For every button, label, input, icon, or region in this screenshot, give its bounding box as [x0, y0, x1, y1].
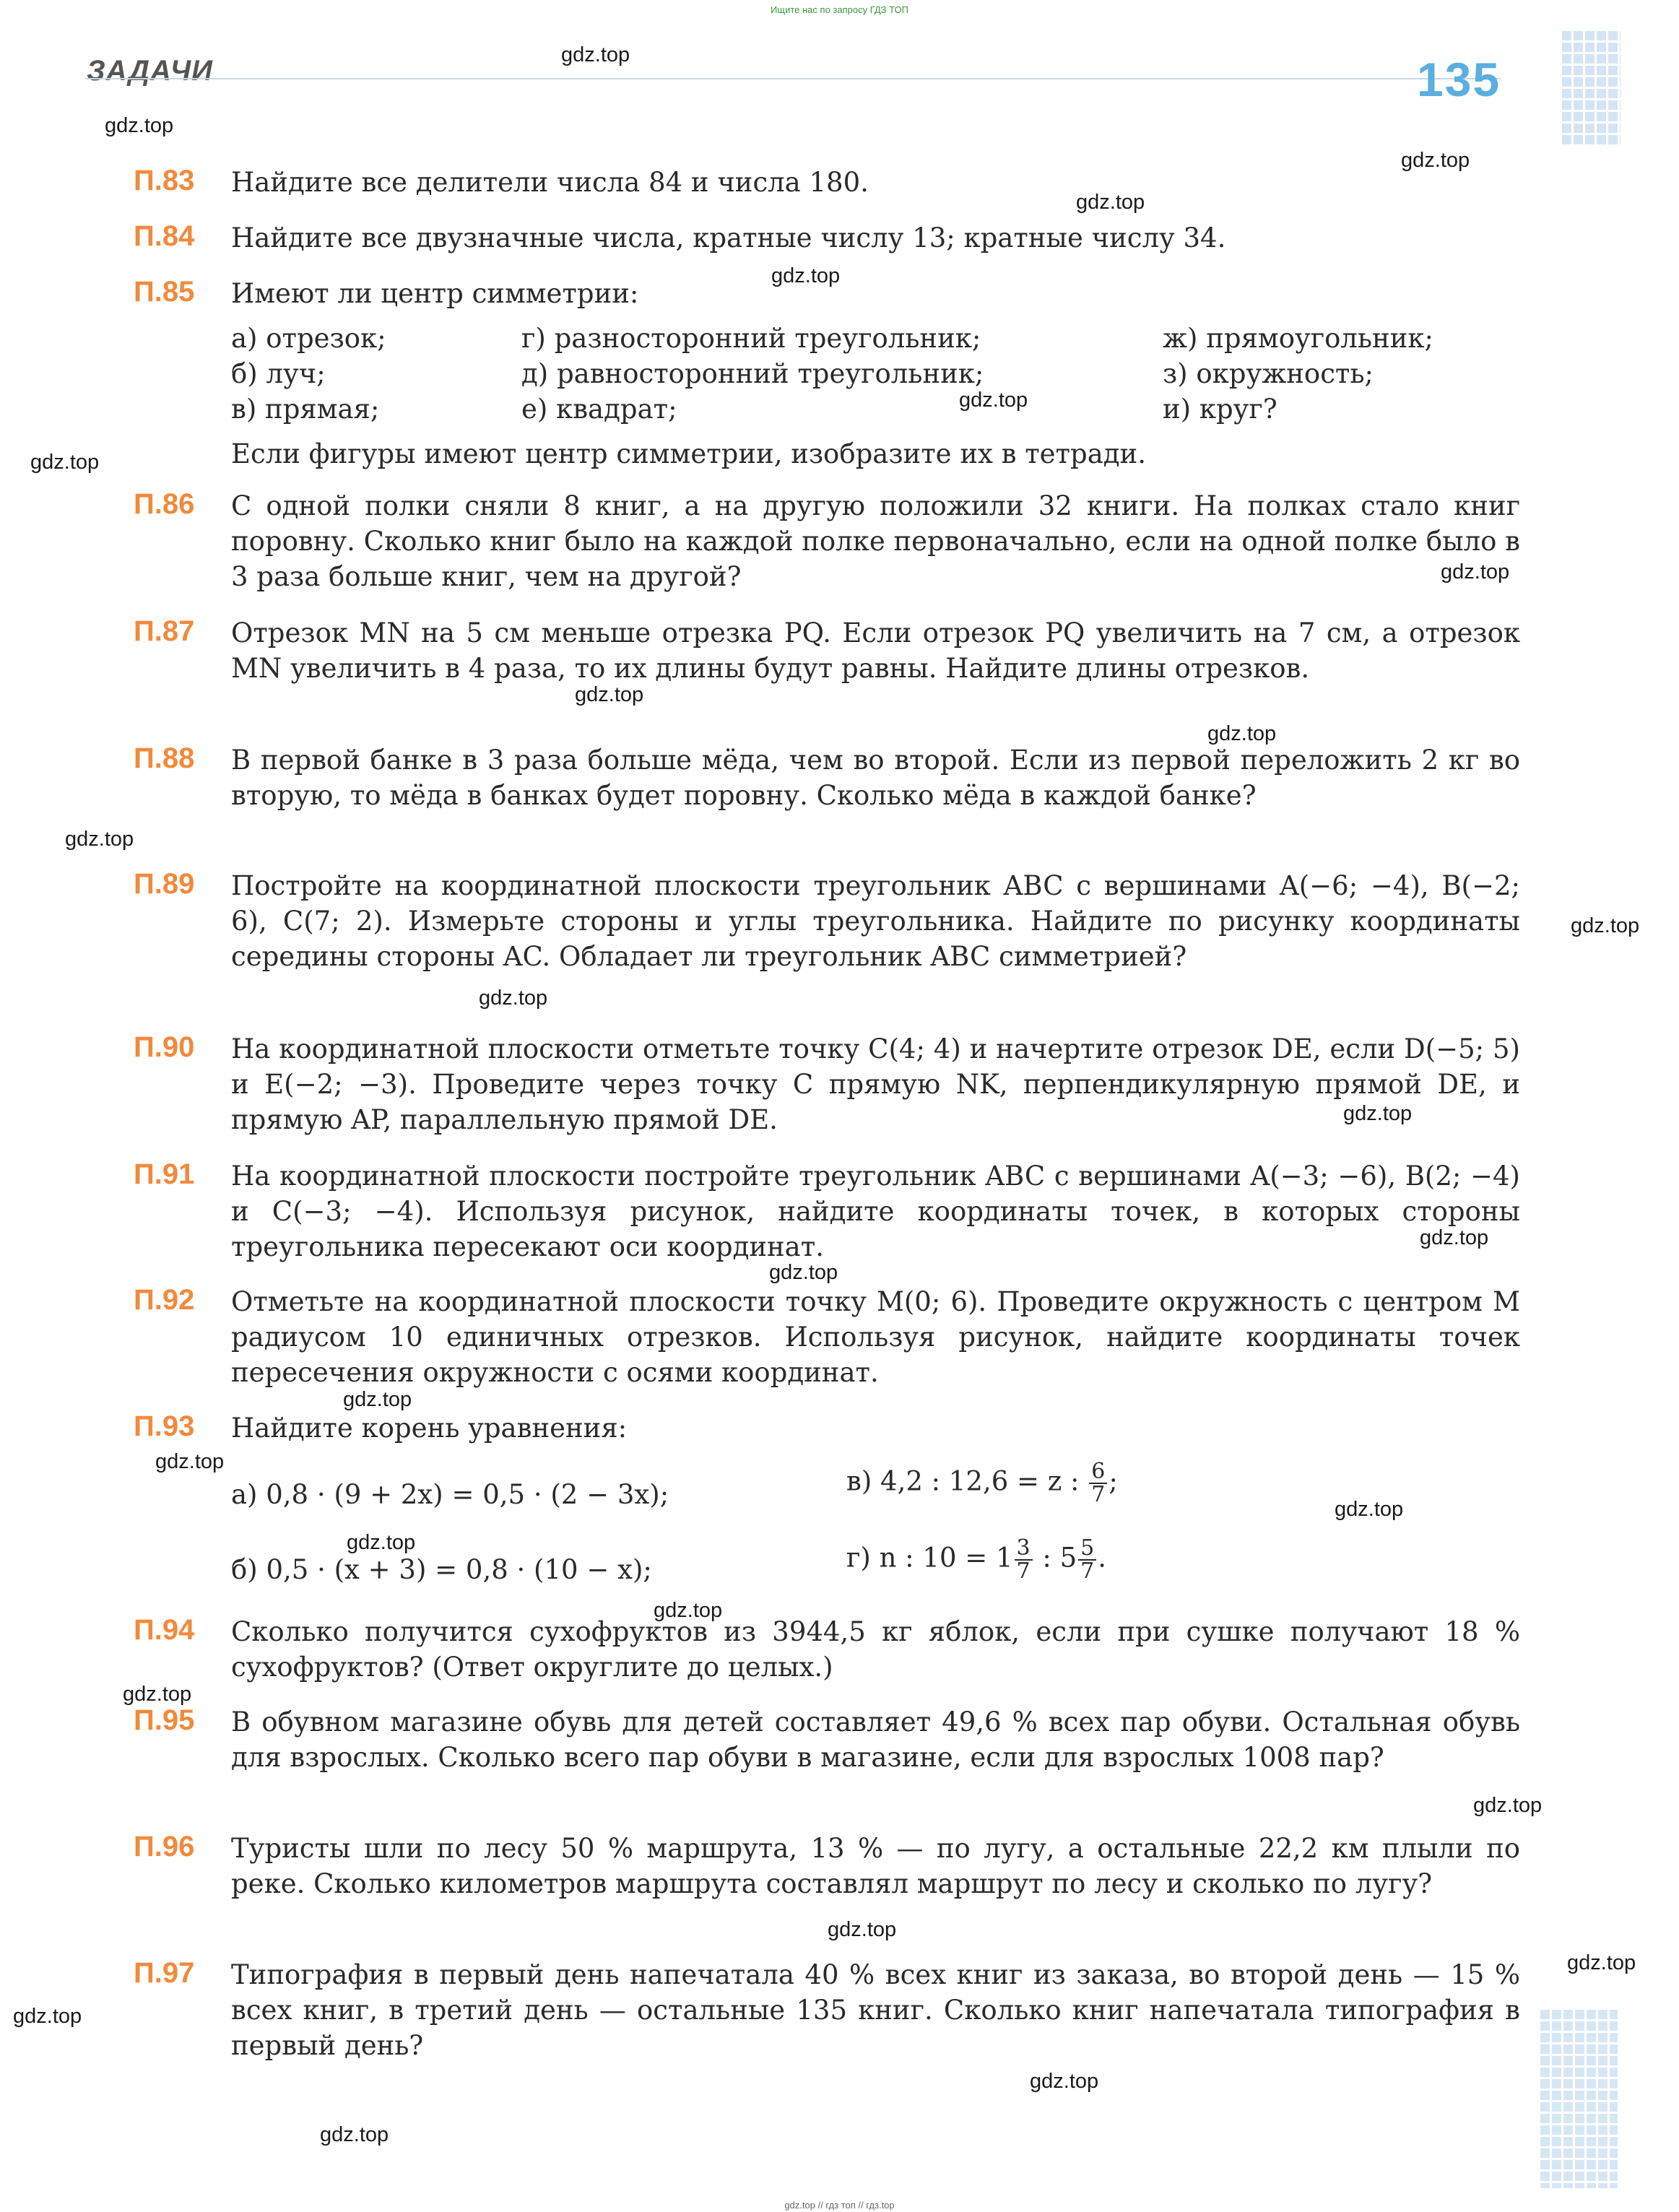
watermark: gdz.top [479, 986, 548, 1010]
equation-a: а) 0,8 · (9 + 2x) = 0,5 · (2 − 3x); [231, 1479, 669, 1510]
problem-text: В первой банке в 3 раза больше мёда, чем во второй. Если из первой переложить 2 кг во вторую, то мёда в банках будет поровну. Сколько мёда в каждой банке? [231, 745, 1520, 811]
equation-v [846, 1461, 1118, 1506]
watermark: gdz.top [13, 2005, 82, 2028]
watermark: gdz.top [343, 1388, 412, 1411]
option: ж) прямоугольник; [1163, 323, 1433, 354]
watermark: gdz.top [828, 1918, 897, 1941]
problem-number: П.96 [134, 1831, 195, 1862]
problem-number: П.84 [134, 220, 195, 252]
problem-number: П.93 [134, 1410, 195, 1442]
problem-text: В обувном магазине обувь для детей составляет 49,6 % всех пар обуви. Остальная обувь для взрослых. Сколько всего пар обуви в магазине, если для взрослых 1008 пар? [231, 1706, 1520, 1773]
watermark: gdz.top [320, 2123, 389, 2146]
fraction-denominator: 7 [1080, 1558, 1095, 1584]
corner-grid-decoration [1560, 29, 1621, 144]
bottom-grid-decoration [1538, 2008, 1618, 2188]
watermark: gdz.top [30, 451, 100, 474]
watermark: gdz.top [347, 1531, 416, 1554]
watermark: gdz.top [1473, 1794, 1543, 1817]
equation-text: в) 4,2 : 12,6 = z : [846, 1465, 1080, 1497]
option: г) разносторонний треугольник; [521, 323, 981, 354]
problem-number: П.92 [134, 1284, 195, 1316]
option: е) квадрат; [521, 394, 677, 425]
problem-number: П.85 [134, 276, 195, 308]
watermark: gdz.top [654, 1599, 723, 1622]
fraction [1089, 1461, 1107, 1506]
problem-text: Отметьте на координатной плоскости точку M(0; 6). Проведите окружность с центром M радиусом 10 единичных отрезков. Используя рисунок, найдите координаты точек пересечения окружности с осями координат. [231, 1286, 1520, 1388]
equation-b: б) 0,5 · (x + 3) = 0,8 · (10 − x); [231, 1554, 652, 1585]
option: з) окружность; [1163, 358, 1374, 389]
problem-number: П.89 [134, 868, 195, 900]
fraction-numerator: 5 [1078, 1537, 1096, 1561]
option: б) луч; [231, 358, 326, 389]
problem-number: П.97 [134, 1957, 195, 1989]
problem-number: П.95 [134, 1704, 195, 1736]
top-note: Ищите нас по запросу ГДЗ ТОП [771, 4, 908, 15]
watermark: gdz.top [1567, 1951, 1636, 1974]
bottom-note: gdz.top // гдз топ // гдз.top [784, 2200, 895, 2211]
section-title: ЗАДАЧИ [87, 55, 213, 87]
problem-text: С одной полки сняли 8 книг, а на другую положили 32 книги. На полках стало книг поровну. Сколько книг было на каждой полке первоначально, если на одной полке было в 3 раза больше книг, чем на другой? [231, 490, 1520, 592]
fraction-denominator: 7 [1091, 1482, 1106, 1507]
equation-text: г) n : 10 = 1 [846, 1542, 1013, 1574]
problem-number: П.90 [134, 1031, 195, 1063]
problem-text: Имеют ли центр симметрии: [231, 278, 639, 309]
fraction [1078, 1537, 1096, 1582]
page-number: 135 [1417, 53, 1501, 106]
watermark: gdz.top [959, 389, 1028, 412]
watermark: gdz.top [575, 683, 644, 706]
watermark: gdz.top [1207, 722, 1277, 745]
watermark: gdz.top [1571, 914, 1640, 937]
equation-text: . [1098, 1542, 1107, 1574]
equation-g [846, 1537, 1106, 1582]
fraction-denominator: 7 [1016, 1558, 1031, 1584]
option: и) круг? [1163, 394, 1277, 425]
problem-text: Найдите все делители числа 84 и числа 180. [231, 167, 869, 198]
watermark: gdz.top [105, 114, 174, 137]
problem-text: На координатной плоскости отметьте точку C(4; 4) и начертите отрезок DE, если D(−5; 5) и E(−2; −3). Проведите через точку C прямую NK, перпендикулярную прямой DE, и прямую AP, параллельную прямой DE. [231, 1033, 1520, 1135]
problem-number: П.94 [134, 1614, 195, 1646]
watermark: gdz.top [123, 1683, 192, 1706]
equation-text: ; [1109, 1465, 1118, 1497]
problem-text: Отрезок MN на 5 см меньше отрезка PQ. Если отрезок PQ увеличить на 7 см, а отрезок MN увеличить в 4 раза, то их длины будут равны. Найдите длины отрезков. [231, 617, 1520, 684]
watermark: gdz.top [1335, 1498, 1404, 1521]
fraction-numerator: 3 [1015, 1537, 1033, 1561]
problem-tail: Если фигуры имеют центр симметрии, изобразите их в тетради. [231, 438, 1146, 469]
problem-number: П.91 [134, 1158, 195, 1190]
problem-text: Постройте на координатной плоскости треугольник ABC с вершинами A(−6; −4), B(−2; 6), C(7; 2). Измерьте стороны и углы треугольника. Найдите по рисунку координаты середины стороны AC. Обладает ли треугольник ABC симметрией? [231, 870, 1520, 972]
fraction [1015, 1537, 1033, 1582]
header-divider [85, 78, 1501, 79]
problem-text: На координатной плоскости постройте треугольник ABC с вершинами A(−3; −6), B(2; −4) и C(−3; −4). Используя рисунок, найдите координаты точек, в которых стороны треугольника пересекают оси координат. [231, 1161, 1520, 1262]
problem-number: П.88 [134, 742, 195, 774]
problem-text: Туристы шли по лесу 50 % маршрута, 13 % — по лугу, а остальные 22,2 км плыли по реке. Сколько километров маршрута составлял маршрут по лесу и сколько по лугу? [231, 1833, 1520, 1899]
watermark: gdz.top [1343, 1102, 1413, 1125]
watermark: gdz.top [155, 1450, 225, 1473]
watermark: gdz.top [561, 43, 630, 66]
equation-text: : 5 [1033, 1542, 1077, 1574]
fraction-numerator: 6 [1089, 1461, 1107, 1484]
watermark: gdz.top [65, 828, 134, 851]
problem-text: Найдите корень уравнения: [231, 1413, 628, 1444]
option: а) отрезок; [231, 323, 386, 354]
watermark: gdz.top [1076, 191, 1145, 214]
problem-text: Сколько получится сухофруктов из 3944,5 кг яблок, если при сушке получают 18 % сухофруктов? (Ответ округлите до целых.) [231, 1616, 1520, 1683]
problem-number: П.86 [134, 488, 195, 520]
problem-number: П.83 [134, 165, 195, 196]
watermark: gdz.top [1401, 149, 1470, 172]
option: в) прямая; [231, 394, 380, 425]
watermark: gdz.top [1441, 560, 1510, 584]
problem-number: П.87 [134, 615, 195, 647]
watermark: gdz.top [1030, 2070, 1099, 2093]
watermark: gdz.top [771, 264, 841, 287]
watermark: gdz.top [769, 1261, 838, 1284]
option: д) равносторонний треугольник; [521, 358, 984, 389]
problem-text: Найдите все двузначные числа, кратные числу 13; кратные числу 34. [231, 222, 1226, 253]
problem-text: Типография в первый день напечатала 40 % всех книг из заказа, во второй день — 15 % всех книг, в третий день — остальные 135 книг. Сколько книг напечатала типография в первый день? [231, 1959, 1520, 2061]
watermark: gdz.top [1420, 1226, 1489, 1249]
